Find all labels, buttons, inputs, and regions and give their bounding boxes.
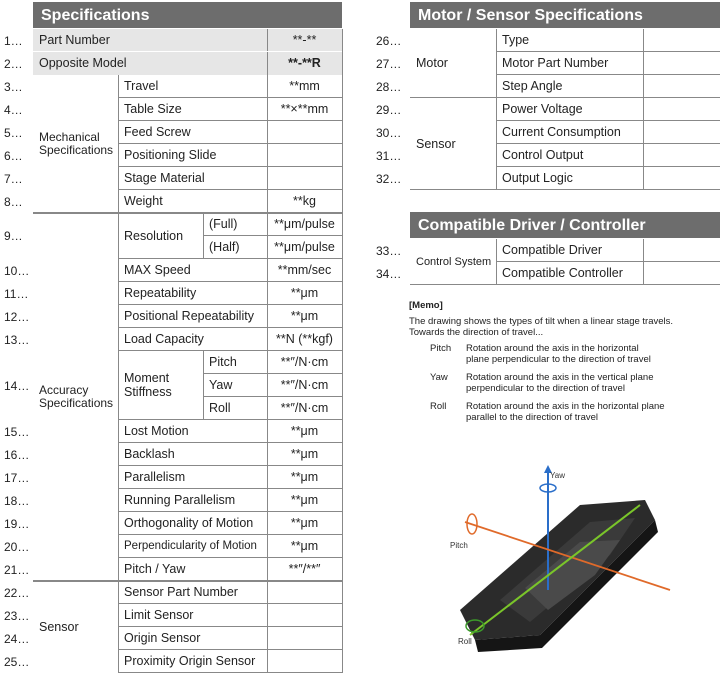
sub-label: (Half) <box>209 240 240 255</box>
row-number: 19… <box>4 517 30 531</box>
spec-label: Backlash <box>124 447 175 462</box>
spec-label: Orthogonality of Motion <box>124 516 254 531</box>
row-number: 2… <box>4 57 23 71</box>
table-rule <box>496 239 497 285</box>
spec-value <box>643 75 720 98</box>
spec-value <box>267 604 342 627</box>
spec-label: Feed Screw <box>124 125 191 140</box>
group-label-accuracy: Accuracy Specifications <box>39 382 114 410</box>
spec-value: **μm/pulse <box>274 240 335 255</box>
table-rule <box>342 29 343 673</box>
row-number: 10… <box>4 264 30 278</box>
part-number-value: **-** <box>267 29 342 52</box>
spec-label: Stage Material <box>124 171 205 186</box>
spec-value: **μm <box>290 539 319 554</box>
row-number: 22… <box>4 586 30 600</box>
group-label: Sensor <box>416 136 456 151</box>
row-number: 16… <box>4 448 30 462</box>
spec-value: **μm <box>290 286 319 301</box>
spec-value <box>643 52 720 75</box>
linear-stage-illustration <box>430 460 690 660</box>
memo-intro: The drawing shows the types of tilt when a linear stage travels. <box>409 316 674 327</box>
table-rule <box>203 351 204 420</box>
spec-value: **mm/sec <box>277 263 332 278</box>
spec-value: **mm <box>289 79 320 94</box>
memo-desc: perpendicular to the direction of travel <box>466 383 625 394</box>
specifications-header: Specifications <box>33 2 342 28</box>
row-number: 3… <box>4 80 23 94</box>
spec-value: **″/N·cm <box>280 355 329 370</box>
roll-label: Roll <box>458 637 472 646</box>
spec-value <box>643 167 720 190</box>
memo-title: [Memo] <box>409 300 443 311</box>
spec-value: **μm <box>290 516 319 531</box>
spec-label: Positioning Slide <box>124 148 217 163</box>
row-number: 13… <box>4 333 30 347</box>
row-number: 32… <box>376 172 402 186</box>
row-number: 8… <box>4 195 23 209</box>
row-number: 5… <box>4 126 23 140</box>
pitch-label: Pitch <box>450 541 468 550</box>
spec-value <box>267 627 342 650</box>
table-rule <box>33 51 342 52</box>
row-number: 20… <box>4 540 30 554</box>
spec-value <box>643 239 720 262</box>
memo-desc: Rotation around the axis in the horizontal <box>466 343 639 354</box>
spec-label: Current Consumption <box>502 125 621 140</box>
spec-value: **N (**kgf) <box>276 332 333 347</box>
sub-label: Yaw <box>209 378 233 393</box>
row-number: 25… <box>4 655 30 669</box>
row-number: 28… <box>376 80 402 94</box>
row-number: 24… <box>4 632 30 646</box>
spec-value <box>267 121 342 144</box>
memo-desc: plane perpendicular to the direction of travel <box>466 354 651 365</box>
motor-sensor-header: Motor / Sensor Specifications <box>410 2 720 28</box>
opposite-model-value <box>267 52 342 75</box>
spec-label: Control Output <box>502 148 584 163</box>
row-number: 1… <box>4 34 23 48</box>
spec-value: **μm/pulse <box>274 217 335 232</box>
opposite-model-suffix: R <box>311 56 321 71</box>
spec-label: Load Capacity <box>124 332 204 347</box>
spec-label: MAX Speed <box>124 263 191 278</box>
spec-label: Power Voltage <box>502 102 583 117</box>
spec-value <box>267 167 342 190</box>
row-number: 7… <box>4 172 23 186</box>
spec-value <box>643 262 720 285</box>
spec-label: Output Logic <box>502 171 573 186</box>
yaw-label: Yaw <box>550 471 565 480</box>
spec-label: Lost Motion <box>124 424 189 439</box>
row-number: 18… <box>4 494 30 508</box>
spec-label: Compatible Controller <box>502 266 623 281</box>
memo-desc: parallel to the direction of travel <box>466 412 599 423</box>
memo-term-yaw: Yaw <box>430 372 448 383</box>
spec-value <box>643 29 720 52</box>
group-label-mechanical: Mechanical Specifications <box>39 129 114 157</box>
opposite-model-code: **-** <box>288 56 312 71</box>
part-number-label: Part Number <box>33 29 267 52</box>
memo-term-pitch: Pitch <box>430 343 452 354</box>
spec-label: Running Parallelism <box>124 493 236 508</box>
spec-value: **μm <box>290 470 319 485</box>
spec-label: Step Angle <box>502 79 563 94</box>
row-number: 27… <box>376 57 402 71</box>
spec-label: Origin Sensor <box>124 631 201 646</box>
spec-value: **μm <box>290 447 319 462</box>
spec-value <box>643 121 720 144</box>
spec-label: Positional Repeatability <box>124 309 254 324</box>
group-label: Control System <box>416 255 492 268</box>
spec-value <box>643 144 720 167</box>
row-number: 15… <box>4 425 30 439</box>
spec-label: Motor Part Number <box>502 56 609 71</box>
spec-label: Repeatability <box>124 286 197 301</box>
spec-value: **μm <box>290 309 319 324</box>
table-rule <box>410 189 720 190</box>
group-label: Motor <box>416 56 448 71</box>
table-rule <box>496 29 497 190</box>
sub-label: Pitch <box>209 355 237 370</box>
table-rule <box>267 29 268 673</box>
table-rule <box>643 29 644 190</box>
row-number: 23… <box>4 609 30 623</box>
spec-label: Table Size <box>124 102 182 117</box>
memo-desc: Rotation around the axis in the vertical plane <box>466 372 654 383</box>
spec-value <box>267 144 342 167</box>
row-number: 30… <box>376 126 402 140</box>
table-rule <box>118 75 119 673</box>
spec-value: **″/N·cm <box>280 401 329 416</box>
spec-label: Compatible Driver <box>502 243 603 258</box>
spec-value <box>643 98 720 121</box>
sub-label: (Full) <box>209 217 238 232</box>
row-number: 21… <box>4 563 30 577</box>
row-number: 4… <box>4 103 23 117</box>
row-number: 26… <box>376 34 402 48</box>
row-number: 11… <box>4 287 29 301</box>
spec-label: Proximity Origin Sensor <box>124 654 256 669</box>
opposite-model-label: Opposite Model <box>33 52 267 75</box>
spec-label: Type <box>502 33 530 48</box>
row-number: 9… <box>4 229 23 243</box>
spec-label: Limit Sensor <box>124 608 194 623</box>
driver-controller-header: Compatible Driver / Controller <box>410 212 720 238</box>
spec-value: **kg <box>293 194 316 209</box>
sub-label: Roll <box>209 401 231 416</box>
spec-label: Resolution <box>124 228 184 243</box>
spec-value: **μm <box>290 493 319 508</box>
spec-value <box>267 581 342 604</box>
spec-label: Parallelism <box>124 470 186 485</box>
row-number: 29… <box>376 103 402 117</box>
spec-value: **″/**″ <box>288 562 321 577</box>
row-number: 6… <box>4 149 23 163</box>
table-rule <box>203 213 204 259</box>
spec-label: Moment Stiffness <box>124 370 172 399</box>
spec-label: Pitch / Yaw <box>124 562 186 577</box>
row-number: 14… <box>4 379 30 393</box>
table-rule <box>643 239 644 285</box>
spec-value: **×**mm <box>280 102 329 117</box>
memo-desc: Rotation around the axis in the horizontal plane <box>466 401 665 412</box>
spec-label: Perpendicularity of Motion <box>124 539 257 552</box>
spec-label: Weight <box>124 194 163 209</box>
memo-intro: Towards the direction of travel... <box>409 327 544 338</box>
row-number: 33… <box>376 244 402 258</box>
row-number: 31… <box>376 149 402 163</box>
spec-label: Sensor Part Number <box>124 585 238 600</box>
spec-value: **″/N·cm <box>280 378 329 393</box>
group-label-sensor: Sensor <box>39 619 79 634</box>
spec-value: **μm <box>290 424 319 439</box>
row-number: 12… <box>4 310 30 324</box>
row-number: 17… <box>4 471 30 485</box>
row-number: 34… <box>376 267 402 281</box>
memo-term-roll: Roll <box>430 401 447 412</box>
table-rule <box>410 284 720 285</box>
spec-label: Travel <box>124 79 159 94</box>
